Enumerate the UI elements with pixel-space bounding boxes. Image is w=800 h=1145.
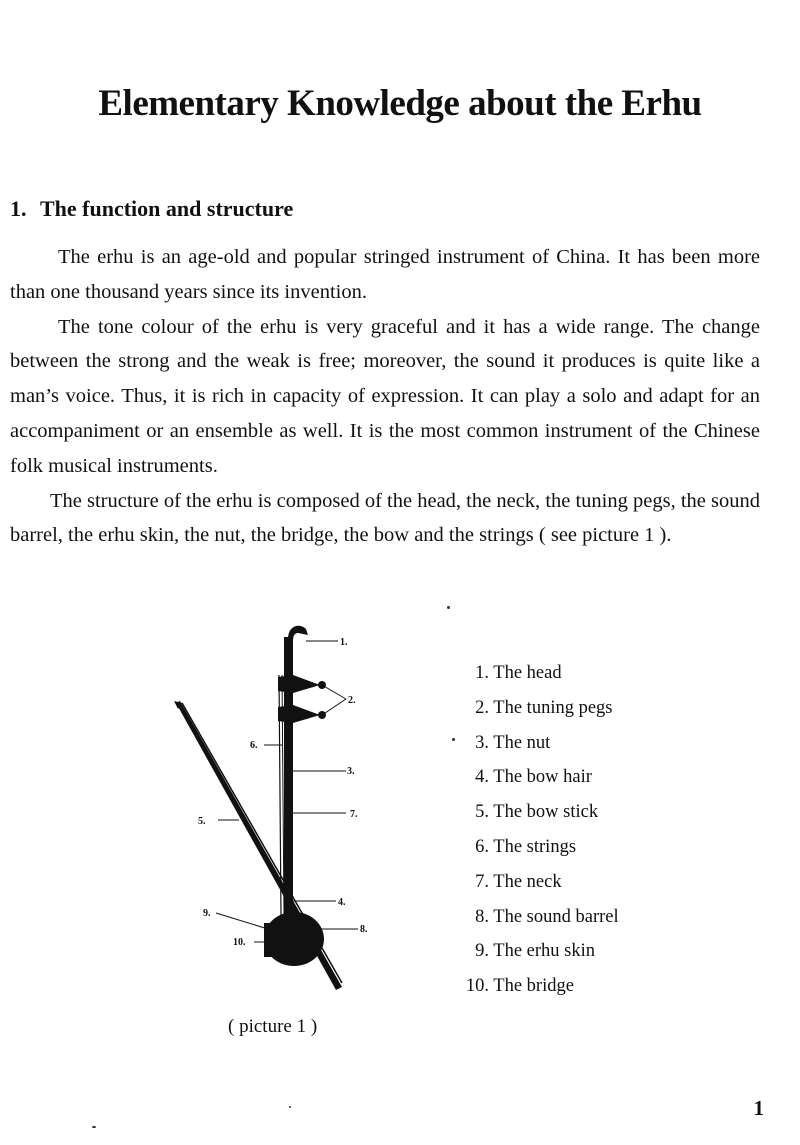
page-title: Elementary Knowledge about the Erhu bbox=[98, 83, 702, 124]
callout-label: 7. bbox=[350, 809, 358, 820]
callout-label: 1. bbox=[340, 637, 348, 648]
body-text bbox=[10, 240, 760, 553]
paragraph: The structure of the erhu is composed of the head, the neck, the tuning pegs, the sound barrel, the erhu skin, the nut, the bridge, the bow and the strings ( see picture 1 ). bbox=[10, 489, 760, 547]
sound-barrel-illustration bbox=[264, 912, 324, 966]
callout-label: 2. bbox=[348, 695, 356, 706]
paragraph: The tone colour of the erhu is very graceful and it has a wide range. The change between the strong and the weak is free; moreover, the sound it produces is quite like a man’s voice. Thus, it is rich in capacity of expression. It can play a solo and adapt for an accompaniment or an ensemble as well. It is the most common instrument of the Chinese folk musical instruments. bbox=[10, 315, 760, 477]
callout-label: 5. bbox=[198, 816, 206, 827]
list-item: 4. The bow hair bbox=[475, 767, 592, 788]
callout-label: 4. bbox=[338, 897, 346, 908]
scan-speck bbox=[289, 1106, 291, 1108]
paragraph: The erhu is an age-old and popular stringed instrument of China. It has been more than one thousand years since its invention. bbox=[10, 246, 760, 303]
list-item: 1. The head bbox=[475, 663, 562, 683]
list-item: 3. The nut bbox=[475, 732, 551, 753]
section-title: The function and structure bbox=[40, 196, 294, 221]
callout-label: 3. bbox=[347, 766, 355, 777]
parts-list bbox=[455, 656, 619, 1004]
scan-speck bbox=[452, 738, 455, 741]
list-item: 6. The strings bbox=[475, 836, 577, 857]
list-item: 9. The erhu skin bbox=[475, 941, 596, 962]
list-item: 7. The neck bbox=[475, 871, 562, 892]
figure-caption: ( picture 1 ) bbox=[228, 1016, 318, 1037]
erhu-diagram bbox=[160, 615, 400, 995]
list-item: 10. The bridge bbox=[465, 976, 574, 997]
list-item: 5. The bow stick bbox=[475, 802, 599, 823]
section-heading bbox=[10, 196, 293, 222]
page-number: 1 bbox=[753, 1096, 764, 1120]
callout-label: 8. bbox=[360, 924, 368, 935]
scan-speck bbox=[447, 606, 450, 609]
section-number: 1. bbox=[10, 196, 27, 221]
list-item: 2. The tuning pegs bbox=[475, 697, 613, 718]
list-item: 8. The sound barrel bbox=[475, 906, 619, 927]
scan-speck bbox=[92, 1126, 96, 1128]
callout-label: 9. bbox=[203, 908, 211, 919]
erhu-neck-illustration bbox=[279, 626, 308, 927]
callout-label: 10. bbox=[233, 937, 246, 948]
callout-label: 6. bbox=[250, 740, 258, 751]
